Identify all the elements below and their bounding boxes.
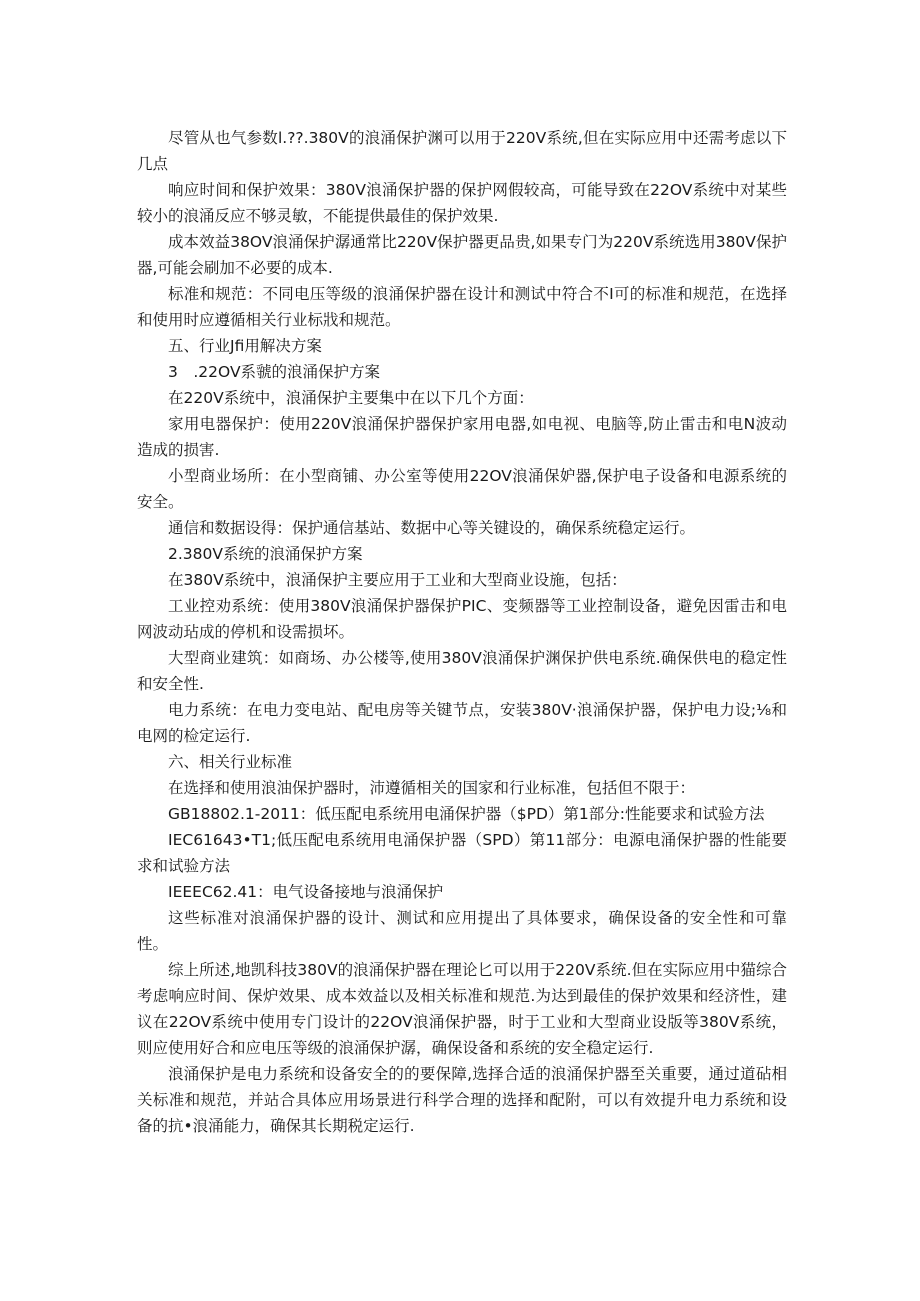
paragraph-household: 家用电器保护：使用220V浪涌保护器保护家用电器,如电视、电脑等,防止雷击和电N波动造成的损害. xyxy=(137,415,787,459)
standard-ieee-c62: IEEEC62.41：电气设备接地与浪涌保护 xyxy=(168,883,444,901)
paragraph-standards-intro: 在选择和使用浪油保护器时，沛遵循相关的国家和行业标准，包括但不限于： xyxy=(168,779,696,797)
paragraph-380v-intro: 在380V系统中，浪涌保护主要应用于工业和大型商业设施，包括： xyxy=(168,571,627,589)
paragraph-cost: 成本效益38OV浪涌保护潺通常比220V保护器更品贵,如果专门为220V系统选用380V保护器,可能会刷加不必要的成本. xyxy=(137,233,787,277)
section-heading-6: 六、相关行业标准 xyxy=(168,753,293,771)
paragraph-industrial: 工业控劝系统：使用380V浪涌保护器保护PIC、变频器等工业控制设备，避免因雷击和电网波动玷成的停机和设需损坏。 xyxy=(137,597,787,641)
subheading-380v: 2.380V系统的浪涌保护方案 xyxy=(168,545,363,563)
paragraph-standards: 标准和规范：不同电压等级的浪涌保护器在设计和测试中符合不I可的标准和规范，在选择和使用时应遵循相关行业标戕和规范。 xyxy=(137,285,787,329)
paragraph-power-system: 电力系统：在电力变电站、配电房等关键节点，安装380V·浪涌保护器，保护电力设;⅛和电网的检定运行. xyxy=(137,701,787,745)
paragraph-response-time: 响应时间和保护效果：380V浪涌保护器的保护网假较高，可能导致在22OV系统中对某些较小的浪涌反应不够灵敏，不能提供最佳的保护效果. xyxy=(137,181,787,225)
paragraph-conclusion: 综上所述,地凯科技380V的浪涌保护器在理论匕可以用于220V系统.但在实际应用中猫综合考虑响应时间、保炉效果、成本效益以及相关标准和规范.为达到最佳的保护效果和经济性，建议在22OV系统中使用专门设计的22OV浪涌保护器，时于工业和大型商业设版等380V系统，则应使用好合和应电压等级的浪涌保护潺，确保设备和系统的安全稳定运行. xyxy=(137,961,787,1057)
section-heading-5: 五、行业Jfi用解决方案 xyxy=(168,337,322,355)
standard-gb18802: GB18802.1-2011：低压配电系统用电涌保护器（$PD）第1部分:性能要求和试验方法 xyxy=(168,805,765,823)
standard-iec61643: IEC61643•T1;低压配电系统用电涌保护器（SPD）第11部分：电源电涌保护器的性能要求和试验方法 xyxy=(137,831,787,875)
paragraph-commercial-building: 大型商业建筑：如商场、办公楼等,使用380V浪涌保护渊保护供电系统.确保供电的稳定性和安全性. xyxy=(137,649,787,693)
subheading-220v: 3 .22OV系虢的浪涌保护方案 xyxy=(168,363,381,381)
paragraph-intro: 尽管从也气参数l.??.380V的浪涌保护渊可以用于220V系统,但在实际应用中还需考虑以下几点 xyxy=(137,129,787,173)
paragraph-220v-intro: 在220V系统中，浪涌保护主要集中在以下几个方面： xyxy=(168,389,534,407)
paragraph-closing: 浪涌保护是电力系统和设备安全的的要保障,选择合适的浪涌保护器至关重要，通过道砧相关标准和规范，并站合具体应用场景进行科学合理的选择和配附，可以有效提升电力系统和设备的抗•浪涌能力，确保其长期税定运行. xyxy=(137,1065,787,1135)
paragraph-small-business: 小型商业场所：在小型商铺、办公室等使用22OV浪涌保妒器,保护电子设备和电源系统的安全。 xyxy=(137,467,787,511)
paragraph-standards-summary: 这些标准对浪涌保护器的设计、测试和应用提出了具体要求，确保设备的安全性和可靠性。 xyxy=(137,909,787,953)
paragraph-communication: 通信和数据设得：保护通信基站、数据中心等关键设的，确保系统稳定运行。 xyxy=(168,519,696,537)
document-body xyxy=(137,125,787,1139)
